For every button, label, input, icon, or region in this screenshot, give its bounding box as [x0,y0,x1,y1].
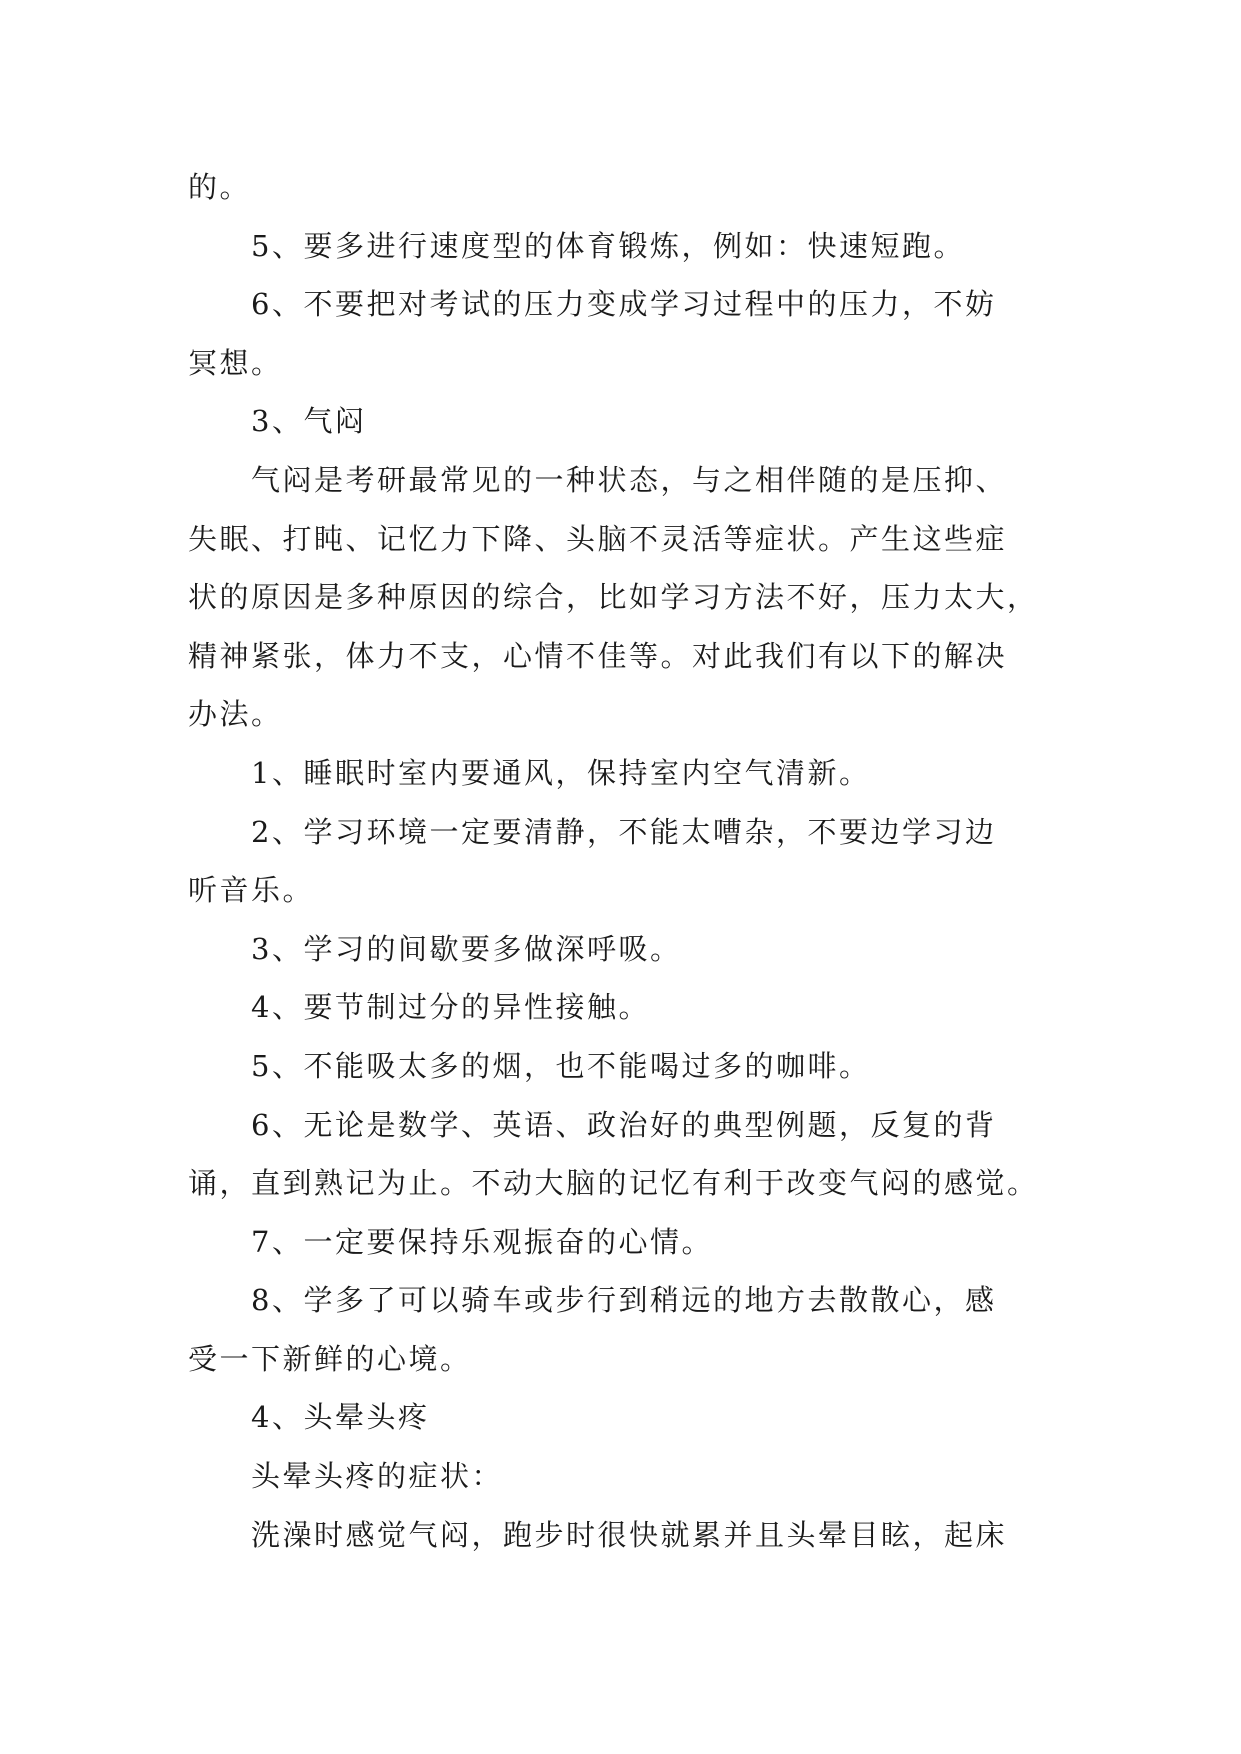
text-line: 3、学习的间歇要多做深呼吸。 [251,931,682,966]
text-line: 精神紧张，体力不支，心情不佳等。对此我们有以下的解决 [188,638,1008,673]
text-line: 的。 [188,170,252,204]
text-line: 6、不要把对考试的压力变成学习过程中的压力，不妨 [251,287,997,322]
text-line: 5、要多进行速度型的体育锻炼，例如：快速短跑。 [251,228,965,263]
text-line: 听音乐。 [188,873,315,908]
text-line: 5、不能吸太多的烟，也不能喝过多的咖啡。 [251,1048,871,1083]
text-line: 诵，直到熟记为止。不动大脑的记忆有利于改变气闷的感觉。 [188,1166,1039,1201]
text-line: 洗澡时感觉气闷，跑步时很快就累并且头晕目眩，起床 [251,1517,1008,1552]
text-line: 6、无论是数学、英语、政治好的典型例题，反复的背 [251,1107,997,1142]
text-line: 7、一定要保持乐观振奋的心情。 [251,1224,713,1259]
text-line: 办法。 [188,697,283,732]
text-line: 1、睡眠时室内要通风，保持室内空气清新。 [251,755,871,790]
text-line: 状的原因是多种原因的综合，比如学习方法不好，压力太大， [188,580,1039,615]
text-line: 受一下新鲜的心境。 [188,1341,472,1376]
text-line: 冥想。 [188,345,283,380]
text-line: 4、头晕头疼 [251,1400,430,1435]
text-line: 头晕头疼的症状： [251,1459,504,1494]
document-body [188,158,1058,1564]
text-line: 4、要节制过分的异性接触。 [251,990,650,1025]
text-line: 2、学习环境一定要清静，不能太嘈杂，不要边学习边 [251,814,997,849]
text-line: 3、气闷 [251,404,367,439]
text-line: 失眠、打盹、记忆力下降、头脑不灵活等症状。产生这些症 [188,521,1008,556]
text-line: 气闷是考研最常见的一种状态，与之相伴随的是压抑、 [251,462,1008,497]
text-line: 8、学多了可以骑车或步行到稍远的地方去散散心，感 [251,1283,997,1318]
